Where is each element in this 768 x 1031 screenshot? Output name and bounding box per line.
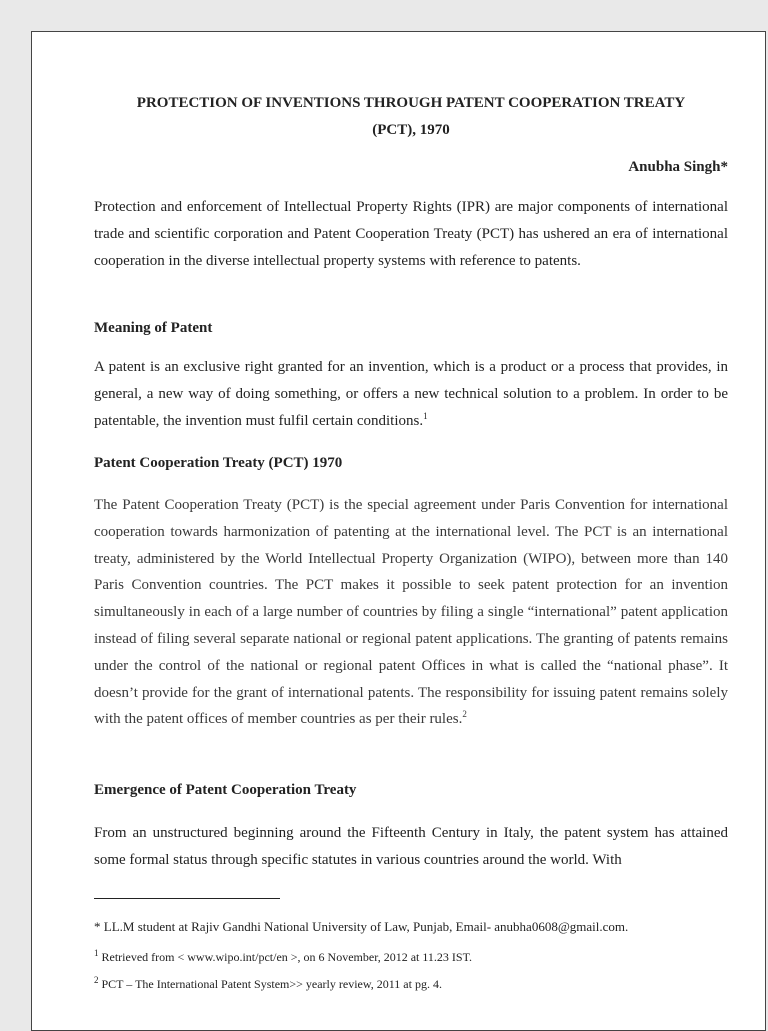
- footnote-author-text: LL.M student at Rajiv Gandhi National University of Law, Punjab, Email- anubha0608@gmail.com.: [100, 919, 629, 934]
- meaning-of-patent-text: A patent is an exclusive right granted for an invention, which is a product or a process that provides, in general, a new way of doing something, or offers a new technical solution to a problem. In order to be patentable, the invention must fulfil certain conditions.: [94, 359, 728, 429]
- pct-paragraph: [94, 492, 728, 733]
- document-title: [94, 90, 728, 144]
- title-line-1: PROTECTION OF INVENTIONS THROUGH PATENT COOPERATION TREATY: [136, 95, 686, 111]
- footnote-ref-1: 1: [423, 410, 428, 421]
- footnote-2-mark: 2: [94, 975, 99, 985]
- title-line-2: (PCT), 1970: [372, 122, 450, 138]
- meaning-of-patent-paragraph: [94, 354, 728, 434]
- footnote-2: [94, 975, 728, 993]
- footnote-1: [94, 948, 728, 966]
- document-page: [31, 31, 766, 1031]
- footnote-1-mark: 1: [94, 948, 99, 958]
- section-heading-emergence: Emergence of Patent Cooperation Treaty: [94, 782, 357, 798]
- footnote-2-text: PCT – The International Patent System>> yearly review, 2011 at pg. 4.: [98, 977, 442, 991]
- footnote-1-text: Retrieved from < www.wipo.int/pct/en >, on 6 November, 2012 at 11.23 IST.: [98, 950, 473, 964]
- pct-text: The Patent Cooperation Treaty (PCT) is the special agreement under Paris Convention for international cooperation towards harmonization of patenting at the international level. The PCT is an international treaty, administered by the World Intellectual Property Organization (WIPO), between more than 140 Paris Convention countries. The PCT makes it possible to seek patent protection for an invention simultaneously in each of a large number of countries by filing a single “international” patent application instead of filing several separate national or regional patent applications. The granting of patents remains under the control of the national or regional patent Offices in what is called the “national phase”. It doesn’t provide for the grant of international patents. The responsibility for issuing patent remains solely with the patent offices of member countries as per their rules.: [94, 497, 728, 728]
- footnote-separator: [94, 898, 280, 899]
- emergence-paragraph: From an unstructured beginning around the Fifteenth Century in Italy, the patent system has attained some formal status through specific statutes in various countries around the world. With: [94, 825, 728, 868]
- footnote-author-mark: *: [94, 919, 101, 934]
- section-heading-pct-1970: Patent Cooperation Treaty (PCT) 1970: [94, 455, 343, 471]
- footnote-author: [94, 918, 728, 936]
- section-heading-meaning-of-patent: Meaning of Patent: [94, 320, 213, 336]
- author-name: Anubha Singh*: [628, 159, 728, 175]
- footnote-ref-2: 2: [462, 709, 467, 720]
- intro-paragraph: Protection and enforcement of Intellectual Property Rights (IPR) are major components of international trade and scientific corporation and Patent Cooperation Treaty (PCT) has ushered an era of international cooperation in the diverse intellectual property systems with reference to patents.: [94, 199, 728, 269]
